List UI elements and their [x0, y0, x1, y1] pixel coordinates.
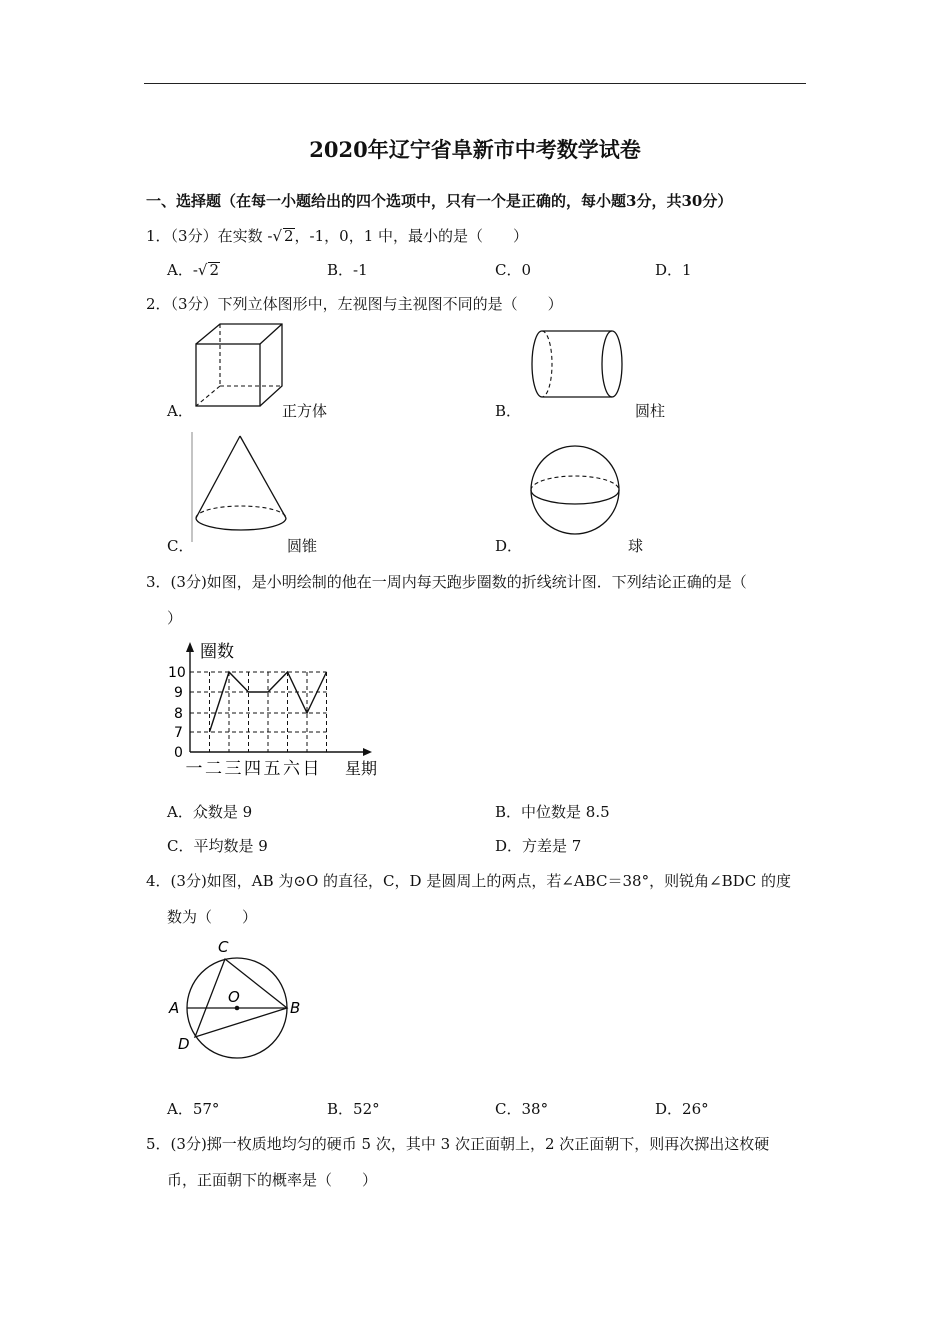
q4-option-d[interactable]: D．26°: [655, 1100, 709, 1118]
q3-option-c[interactable]: C．平均数是 9: [167, 837, 268, 855]
q2-option-a-name: 正方体: [282, 402, 328, 420]
q3-option-a[interactable]: A．众数是 9: [167, 803, 253, 821]
q2-option-b[interactable]: B．: [495, 402, 522, 420]
q2-option-c[interactable]: C．: [167, 537, 194, 555]
question-2-stem: 2．（3分）下列立体图形中，左视图与主视图不同的是（ ）: [146, 295, 563, 313]
chart-ylabel: 圈数: [200, 642, 234, 662]
q1-option-a[interactable]: [167, 259, 220, 280]
q3-option-b[interactable]: B．中位数是 8.5: [495, 803, 610, 821]
x-axis-arrow: [363, 748, 372, 756]
x-tick-label: 六: [283, 759, 300, 779]
y-tick-label: 10: [168, 665, 186, 681]
q2-option-a[interactable]: A．: [167, 402, 193, 420]
top-rule: [144, 83, 806, 84]
q3-option-d[interactable]: D．方差是 7: [495, 837, 582, 855]
y-tick-label: 9: [174, 685, 183, 701]
q4-option-b[interactable]: B．52°: [327, 1100, 380, 1118]
point-label-c: C: [218, 938, 229, 956]
triangle-cbd: [195, 959, 287, 1037]
laps-line-chart: [160, 636, 390, 781]
x-tick-label: 三: [224, 759, 242, 779]
page-title: 2020年辽宁省阜新市中考数学试卷: [309, 137, 641, 162]
y-tick-label: 0: [174, 745, 183, 761]
cube-figure: [190, 320, 290, 410]
x-tick-label: 四: [244, 759, 261, 779]
y-tick-label: 8: [174, 706, 183, 722]
q1-stem-pre: 1．（3分）在实数 -: [146, 227, 273, 245]
section-heading: 一、选择题（在每一小题给出的四个选项中，只有一个是正确的，每小题3分，共30分）: [146, 192, 733, 210]
cylinder-figure: [528, 325, 628, 405]
q1-option-d[interactable]: D．1: [655, 261, 692, 279]
question-5-stem-line1: 5．(3分)掷一枚质地均匀的硬币 5 次，其中 3 次正面朝上，2 次正面朝下，则再次掷出这枚硬: [146, 1135, 770, 1153]
sqrt-symbol: √: [272, 227, 282, 245]
cone-figure: [188, 430, 298, 545]
point-label-b: B: [290, 999, 301, 1017]
y-tick-label: 7: [174, 725, 183, 741]
q1-option-c[interactable]: C．0: [495, 261, 532, 279]
x-tick-label: 一: [185, 759, 203, 779]
x-tick-label: 五: [263, 759, 281, 779]
point-label-o: O: [228, 988, 240, 1006]
q2-option-d[interactable]: D．: [495, 537, 523, 555]
q2-option-d-name: 球: [628, 537, 644, 555]
question-4-stem-line2: 数为（ ）: [167, 908, 258, 926]
point-label-a: A: [169, 999, 180, 1017]
question-3-stem-line2: ）: [167, 609, 183, 627]
question-1-stem: [146, 225, 528, 246]
question-3-stem-line1: 3．(3分)如图，是小明绘制的他在一周内每天跑步圈数的折线统计图．下列结论正确的是（: [146, 573, 747, 591]
q1-stem-post: ，-1，0，1 中，最小的是（ ）: [294, 227, 529, 245]
y-axis-arrow: [186, 642, 194, 652]
point-label-d: D: [178, 1035, 190, 1053]
sqrt-symbol: √: [197, 261, 208, 279]
q2-option-c-name: 圆锥: [287, 537, 318, 555]
q4-option-c[interactable]: C．38°: [495, 1100, 549, 1118]
x-tick-label: 日: [302, 759, 320, 779]
q1-option-b[interactable]: B．-1: [327, 261, 368, 279]
q1-radicand: 2: [284, 227, 294, 245]
q2-option-b-name: 圆柱: [635, 402, 666, 420]
circle-geometry-figure: [165, 936, 310, 1061]
question-4-stem-line1: 4．(3分)如图，AB 为⊙O 的直径，C，D 是圆周上的两点，若∠ABC＝38°，则锐角∠BDC 的度: [146, 872, 791, 890]
sphere-figure: [528, 444, 624, 536]
chart-xlabel: 星期: [345, 759, 378, 778]
q4-option-a[interactable]: A．57°: [167, 1100, 220, 1118]
q1-option-a-pre: A．-: [167, 261, 198, 279]
x-tick-label: 二: [205, 759, 222, 779]
center-point: [235, 1006, 240, 1011]
q1-option-a-radicand: 2: [209, 261, 220, 279]
question-5-stem-line2: 币，正面朝下的概率是（ ）: [167, 1171, 378, 1189]
